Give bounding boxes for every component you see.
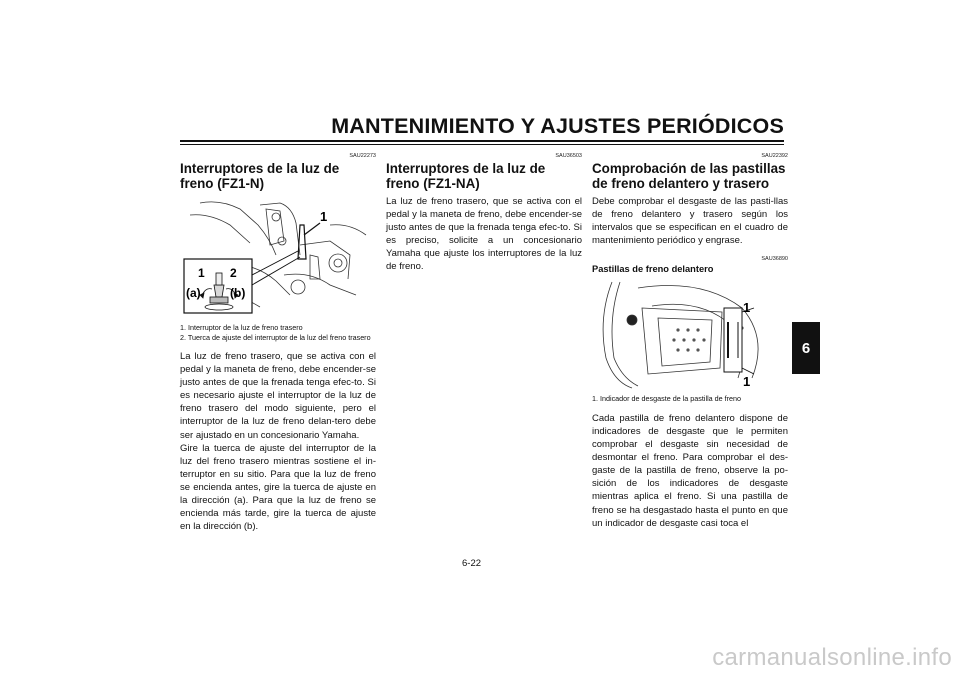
subsection-heading: Pastillas de freno delantero — [592, 264, 714, 275]
column-1 — [180, 152, 376, 533]
section-code: SAU22392 — [761, 153, 788, 159]
caption-item: 1. Interruptor de la luz de freno trasero — [180, 323, 303, 332]
caption-item: 2. Tuerca de ajuste del interruptor de la luz del freno trasero — [180, 332, 371, 342]
page-header: MANTENIMIENTO Y AJUSTES PERIÓDICOS — [331, 114, 784, 138]
brake-pad-illustration — [592, 278, 788, 390]
body-paragraph: Gire la tuerca de ajuste del interruptor de la luz del freno trasero mientras sostiene el in-terruptor en su sitio. Para que la luz de freno se encienda antes, gire la tuerca de ajuste en la dirección (a). Para que la luz de freno se encienda más tarde, gire la tuerca de ajuste en la dirección (b). — [180, 442, 376, 533]
figure-caption — [180, 323, 376, 342]
header-rule-thin — [180, 144, 784, 145]
figure-callout-top: 1 — [743, 300, 751, 316]
brake-switch-illustration — [180, 195, 376, 319]
section-code: SAU22273 — [349, 153, 376, 159]
section-heading: Interruptores de la luz de freno (FZ1-N) — [180, 161, 340, 191]
chapter-tab: 6 — [792, 322, 820, 374]
section-heading: Comprobación de las pastillas de freno delantero y trasero — [592, 161, 786, 191]
column-3 — [592, 152, 788, 530]
inset-label-2: 2 — [230, 266, 237, 280]
figure-callout-bottom: 1 — [743, 374, 751, 390]
section-code: SAU36890 — [761, 256, 788, 263]
brake-switch-figure — [180, 195, 376, 319]
body-paragraph: La luz de freno trasero, que se activa con el pedal y la maneta de freno, debe encender-se justo antes de que la frenada tenga efec-to. Si es necesario ajuste el interruptor de la luz de freno trasero del modo siguiente, pero el interruptor de la luz de freno delan-tero debe ser ajustado en un concesionario Yamaha. — [180, 351, 376, 441]
body-paragraph: Cada pastilla de freno delantero dispone de indicadores de desgaste que le permiten comprobar el desgaste sin necesidad de desmontar el freno. Para comprobar el des-gaste de la pastilla de freno, observe la po-sición de los indicadores de desgaste mientras aplica el freno. Si una pastilla de freno se ha desgastado hasta el punto en que un indicador de desgaste casi toca el — [592, 412, 788, 529]
section-heading: Interruptores de la luz de freno (FZ1-NA) — [386, 161, 546, 191]
figure-callout-1: 1 — [320, 209, 328, 224]
column-2 — [386, 152, 582, 274]
inset-label-1: 1 — [198, 266, 205, 280]
page-number: 6-22 — [462, 558, 482, 569]
inset-label-b: (b) — [230, 286, 246, 300]
figure-caption — [592, 394, 788, 404]
header-rule-thick — [180, 140, 784, 142]
brake-pad-figure — [592, 278, 788, 390]
section-code: SAU36503 — [555, 153, 582, 159]
body-paragraph: Debe comprobar el desgaste de las pasti-llas de freno delantero y trasero según los intervalos que se especifican en el cuadro de mantenimiento periódico y engrase. — [592, 196, 788, 247]
body-paragraph: La luz de freno trasero, que se activa con el pedal y la maneta de freno, debe encender-se justo antes de que la frenada tenga efec-to. Si es preciso, solicite a un concesionario Yamaha que ajuste los interruptores de la luz de freno. — [386, 196, 582, 273]
caption-item: 1. Indicador de desgaste de la pastilla de freno — [592, 394, 742, 404]
watermark: carmanualsonline.info — [712, 644, 952, 671]
inset-label-a: (a) — [186, 286, 201, 300]
